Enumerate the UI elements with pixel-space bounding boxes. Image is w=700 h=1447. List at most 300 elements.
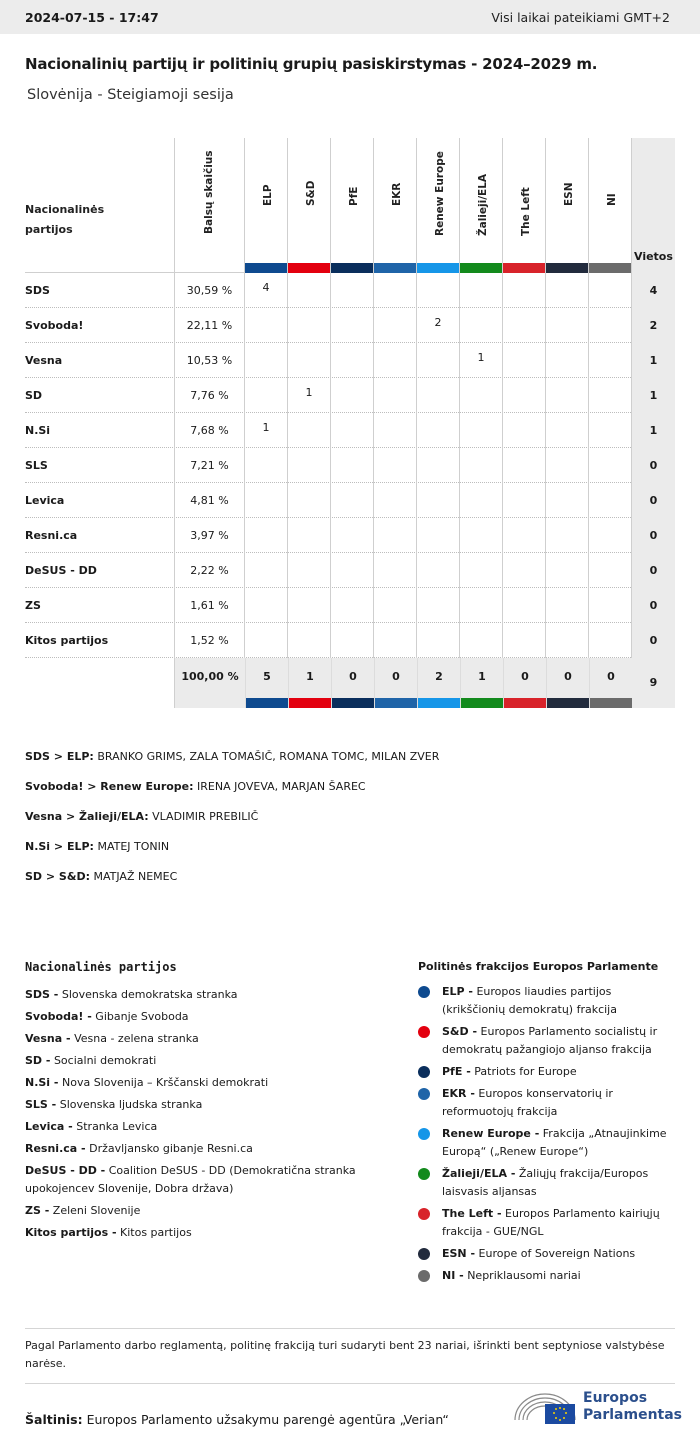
group-col-header (374, 138, 417, 273)
group-color-bar (245, 263, 287, 273)
group-seat-cell (546, 413, 589, 448)
table-row (25, 413, 675, 448)
group-seat-cell (245, 483, 288, 518)
group-seat-cell (546, 308, 589, 343)
legend-party-full: Stranka Levica (76, 1120, 158, 1133)
legend-group-full: Europos liaudies partijos (krikščionių demokratų) frakcija (442, 985, 617, 1016)
ep-logo (513, 1390, 683, 1430)
vote-share: 30,59 % (174, 273, 245, 308)
col-seats-header (632, 138, 675, 273)
total-pct: 100,00 % (174, 658, 245, 708)
group-total-value: 0 (521, 670, 529, 683)
group-seat-cell (417, 343, 460, 378)
party-name: Kitos partijos (25, 634, 109, 647)
group-seat-cell (288, 483, 331, 518)
table-row (25, 378, 675, 413)
member-mapping: Vesna > Žalieji/ELA: (25, 810, 149, 823)
party-name: DeSUS - DD (25, 564, 97, 577)
legend-groups (418, 960, 678, 1289)
logo-line2: Parlamentas (583, 1407, 683, 1423)
source-label: Šaltinis: (25, 1412, 83, 1427)
group-seat-cell (374, 413, 417, 448)
group-seat-cell (331, 588, 374, 623)
group-color-bar (418, 698, 460, 708)
legend-party-abbr: Levica - (25, 1120, 73, 1133)
group-seat-cell (546, 448, 589, 483)
group-seat-cell (460, 553, 503, 588)
group-seat-cell: 1 (288, 378, 331, 413)
legend-party-item (25, 1118, 385, 1136)
member-mapping: SDS > ELP: (25, 750, 94, 763)
member-line (25, 840, 439, 870)
legend-group-item (418, 1085, 678, 1121)
group-color-dot-icon (418, 1066, 430, 1078)
group-seat-cell (460, 448, 503, 483)
group-seat-cell (245, 343, 288, 378)
group-seat-cell (589, 413, 632, 448)
group-seat-cell (589, 483, 632, 518)
vote-share: 22,11 % (174, 308, 245, 343)
group-color-bar (546, 263, 588, 273)
member-line (25, 870, 439, 900)
group-seat-cell (374, 518, 417, 553)
legend-parties (25, 960, 385, 1246)
group-total-cell (503, 658, 546, 708)
legend-group-abbr: ESN - (442, 1247, 476, 1260)
table-row (25, 483, 675, 518)
legend-party-full: Kitos partijos (120, 1226, 192, 1239)
group-color-dot-icon (418, 1026, 430, 1038)
group-color-bar (460, 263, 502, 273)
party-name: SDS (25, 284, 50, 297)
group-seat-cell (589, 518, 632, 553)
group-seat-cell (589, 448, 632, 483)
legend-party-full: Socialni demokrati (53, 1054, 157, 1067)
table-row (25, 588, 675, 623)
group-seat-cell (374, 343, 417, 378)
group-seat-cell (245, 448, 288, 483)
group-seat-cell (417, 273, 460, 308)
group-total-cell (288, 658, 331, 708)
legend-group-item (418, 1023, 678, 1059)
table-header (25, 138, 675, 273)
group-seat-cell (546, 623, 589, 658)
vote-share: 4,81 % (174, 483, 245, 518)
page-subtitle: Slovėnija - Steigiamoji sesija (27, 87, 234, 103)
table-row (25, 448, 675, 483)
group-color-dot-icon (418, 1168, 430, 1180)
group-col-header (331, 138, 374, 273)
seat-count: 1 (632, 343, 675, 378)
group-total-value: 5 (263, 670, 271, 683)
group-seat-cell (374, 378, 417, 413)
group-total-cell (245, 658, 288, 708)
group-seat-cell (245, 623, 288, 658)
parliament-hemicycle-icon (513, 1390, 577, 1426)
top-bar (0, 0, 700, 34)
source-text: Europos Parlamento užsakymu parengė agentūra „Verian“ (86, 1412, 449, 1427)
group-seat-cell (331, 623, 374, 658)
group-col-header (589, 138, 632, 273)
group-seat-cell (331, 413, 374, 448)
group-seat-cell (288, 273, 331, 308)
totals-row (25, 658, 675, 708)
group-seat-cell: 1 (245, 413, 288, 448)
group-seat-cell (460, 483, 503, 518)
table-row (25, 343, 675, 378)
group-seat-cell (546, 553, 589, 588)
group-seat-cell (331, 378, 374, 413)
group-total-cell (589, 658, 632, 708)
group-seat-cell (288, 343, 331, 378)
group-col-header (245, 138, 288, 273)
member-names: MATEJ TONIN (97, 840, 170, 853)
group-seat-cell (589, 378, 632, 413)
vote-share: 7,76 % (174, 378, 245, 413)
group-label: NI (606, 193, 618, 206)
legend-parties-title: Nacionalinės partijos (25, 960, 177, 974)
group-seat-cell (288, 553, 331, 588)
member-names: MATJAŽ NEMEC (93, 870, 178, 883)
group-seat-cell (331, 308, 374, 343)
group-color-dot-icon (418, 1208, 430, 1220)
group-col-header (503, 138, 546, 273)
legend-group-item (418, 983, 678, 1019)
group-seat-cell (288, 448, 331, 483)
group-seat-cell (503, 308, 546, 343)
legend-group-abbr: NI - (442, 1269, 464, 1282)
party-name: Resni.ca (25, 529, 78, 542)
vote-share: 10,53 % (174, 343, 245, 378)
party-name: Svoboda! (25, 319, 84, 332)
group-total-cell (546, 658, 589, 708)
group-total-value: 0 (392, 670, 400, 683)
legend-group-full: Europos Parlamento kairiųjų frakcija - GUE/NGL (442, 1207, 660, 1238)
member-names: IRENA JOVEVA, MARJAN ŠAREC (197, 780, 366, 793)
legend-party-full: Slovenska ljudska stranka (59, 1098, 203, 1111)
group-seat-cell (245, 518, 288, 553)
group-seat-cell (546, 273, 589, 308)
group-seat-cell (589, 343, 632, 378)
legend-group-full: Europe of Sovereign Nations (478, 1247, 636, 1260)
group-seat-cell (589, 623, 632, 658)
group-seat-cell (546, 588, 589, 623)
group-seat-cell (503, 588, 546, 623)
group-seat-cell (417, 518, 460, 553)
group-seat-cell (546, 483, 589, 518)
seat-count: 4 (632, 273, 675, 308)
vote-share: 3,97 % (174, 518, 245, 553)
page-title: Nacionalinių partijų ir politinių grupių pasiskirstymas - 2024–2029 m. (25, 55, 598, 73)
group-seat-cell (589, 308, 632, 343)
group-seat-cell (417, 378, 460, 413)
group-color-dot-icon (418, 986, 430, 998)
legend-party-abbr: DeSUS - DD - (25, 1164, 106, 1177)
group-color-bar (332, 698, 374, 708)
legend-group-item (418, 1165, 678, 1201)
datetime: 2024-07-15 - 17:47 (25, 9, 159, 25)
party-name: N.Si (25, 424, 51, 437)
timezone-note: Visi laikai pateikiami GMT+2 (491, 9, 670, 25)
legend-group-full: Europos Parlamento socialistų ir demokratų pažangiojo aljanso frakcija (442, 1025, 658, 1056)
group-seat-cell (331, 343, 374, 378)
vote-share: 2,22 % (174, 553, 245, 588)
table-row (25, 553, 675, 588)
group-color-bar (288, 263, 330, 273)
group-seat-cell (503, 378, 546, 413)
group-seat-cell (589, 588, 632, 623)
distribution-table (25, 138, 675, 708)
group-seat-cell (460, 273, 503, 308)
group-seat-cell (288, 623, 331, 658)
group-seat-cell: 1 (460, 343, 503, 378)
group-seat-cell (374, 623, 417, 658)
group-seat-cell (460, 308, 503, 343)
member-line (25, 780, 439, 810)
group-seat-cell (460, 518, 503, 553)
legend-group-full: Patriots for Europe (474, 1065, 577, 1078)
party-name: Vesna (25, 354, 63, 367)
legend-group-abbr: ELP - (442, 985, 473, 998)
legend-party-item (25, 1008, 385, 1026)
legend-party-full: Nova Slovenija – Krščanski demokrati (61, 1076, 269, 1089)
member-names: BRANKO GRIMS, ZALA TOMAŠIČ, ROMANA TOMC, MILAN ZVER (97, 750, 440, 763)
group-seat-cell (460, 378, 503, 413)
group-color-bar (589, 263, 631, 273)
col-party-header: Nacionalinės partijos (25, 203, 105, 236)
group-seat-cell (503, 413, 546, 448)
group-color-bar (374, 263, 416, 273)
legend-group-item (418, 1125, 678, 1161)
member-mapping: Svoboda! > Renew Europe: (25, 780, 194, 793)
group-seat-cell (503, 518, 546, 553)
legend-party-full: Zeleni Slovenije (52, 1204, 141, 1217)
group-color-bar (375, 698, 417, 708)
group-color-bar (504, 698, 546, 708)
group-label: ESN (563, 182, 575, 206)
group-seat-cell: 4 (245, 273, 288, 308)
member-line (25, 810, 439, 840)
legend-group-full: Frakcija „Atnaujinkime Europą“ („Renew Europe“) (442, 1127, 667, 1158)
group-label: ELP (262, 184, 274, 206)
legend-party-abbr: Vesna - (25, 1032, 71, 1045)
group-label: EKR (391, 182, 403, 206)
vote-share: 1,61 % (174, 588, 245, 623)
legend-group-abbr: S&D - (442, 1025, 478, 1038)
legend-group-abbr: Renew Europe - (442, 1127, 540, 1140)
col-votes-label: Balsų skaičius (203, 150, 215, 234)
col-seats-label: Vietos (634, 250, 673, 263)
group-seat-cell (288, 518, 331, 553)
table-row (25, 623, 675, 658)
group-col-header (288, 138, 331, 273)
legend-party-abbr: Resni.ca - (25, 1142, 86, 1155)
group-seat-cell (417, 448, 460, 483)
legend-party-abbr: Svoboda! - (25, 1010, 92, 1023)
legend-group-abbr: Žalieji/ELA - (442, 1167, 516, 1180)
legend-group-item (418, 1063, 678, 1081)
party-name: ZS (25, 599, 41, 612)
group-total-value: 1 (478, 670, 486, 683)
legend-party-abbr: ZS - (25, 1204, 50, 1217)
legend-party-full: Vesna - zelena stranka (74, 1032, 199, 1045)
party-name: SLS (25, 459, 48, 472)
col-votes-header (174, 138, 245, 273)
group-seat-cell (374, 588, 417, 623)
legend-party-abbr: Kitos partijos - (25, 1226, 117, 1239)
group-seat-cell (503, 343, 546, 378)
group-seat-cell (245, 308, 288, 343)
group-seat-cell (503, 623, 546, 658)
logo-text (583, 1390, 682, 1424)
legend-party-abbr: SDS - (25, 988, 59, 1001)
legend-party-item (25, 1162, 385, 1198)
legend-group-abbr: PfE - (442, 1065, 471, 1078)
legend-party-item (25, 1140, 385, 1158)
group-seat-cell (374, 553, 417, 588)
member-mapping: N.Si > ELP: (25, 840, 94, 853)
group-seat-cell (374, 483, 417, 518)
legend-party-item (25, 1030, 385, 1048)
group-color-dot-icon (418, 1248, 430, 1260)
source-line (25, 1412, 449, 1427)
legend-party-item (25, 1224, 385, 1242)
rules-note: Pagal Parlamento darbo reglamentą, politinę frakciją turi sudaryti bent 23 nariai, išrinkti bent septyniose valstybėse narėse. (25, 1328, 675, 1384)
group-label: S&D (305, 180, 317, 206)
group-color-bar (590, 698, 632, 708)
legend-group-full: Žaliųjų frakcija/Europos laisvasis aljansas (442, 1167, 649, 1198)
group-col-header (546, 138, 589, 273)
group-label: PfE (348, 186, 360, 206)
group-total-value: 1 (306, 670, 314, 683)
legend-party-item (25, 1052, 385, 1070)
group-col-header (460, 138, 503, 273)
group-seat-cell (331, 448, 374, 483)
table-row (25, 308, 675, 343)
group-seat-cell (503, 483, 546, 518)
member-names: VLADIMIR PREBILIČ (152, 810, 259, 823)
legend-party-item (25, 1074, 385, 1092)
total-seats: 9 (632, 658, 675, 708)
legend-party-abbr: SD - (25, 1054, 51, 1067)
group-seat-cell (417, 553, 460, 588)
seat-count: 0 (632, 483, 675, 518)
seat-count: 1 (632, 378, 675, 413)
group-color-dot-icon (418, 1088, 430, 1100)
group-seat-cell (288, 588, 331, 623)
legend-group-item (418, 1205, 678, 1241)
members-list (25, 750, 439, 900)
group-seat-cell (546, 343, 589, 378)
group-total-cell (417, 658, 460, 708)
group-total-value: 0 (607, 670, 615, 683)
group-label: Žalieji/ELA (477, 173, 489, 236)
seat-count: 0 (632, 518, 675, 553)
legend-group-abbr: The Left - (442, 1207, 502, 1220)
group-seat-cell (417, 413, 460, 448)
group-seat-cell (417, 623, 460, 658)
group-seat-cell (460, 588, 503, 623)
group-color-bar (289, 698, 331, 708)
seat-count: 0 (632, 588, 675, 623)
group-color-dot-icon (418, 1128, 430, 1140)
group-total-cell (374, 658, 417, 708)
legend-party-full: Slovenska demokratska stranka (61, 988, 238, 1001)
group-color-bar (331, 263, 373, 273)
vote-share: 7,21 % (174, 448, 245, 483)
group-seat-cell: 2 (417, 308, 460, 343)
seat-count: 1 (632, 413, 675, 448)
legend-group-item (418, 1267, 678, 1285)
group-total-cell (331, 658, 374, 708)
group-color-dot-icon (418, 1270, 430, 1282)
legend-party-full: Coalition DeSUS - DD (Demokratična stranka upokojencev Slovenije, Dobra država) (25, 1164, 356, 1195)
legend-party-item (25, 1202, 385, 1220)
group-seat-cell (503, 553, 546, 588)
vote-share: 7,68 % (174, 413, 245, 448)
group-color-bar (246, 698, 288, 708)
group-seat-cell (460, 623, 503, 658)
group-seat-cell (374, 273, 417, 308)
group-color-bar (417, 263, 459, 273)
seat-count: 0 (632, 623, 675, 658)
group-seat-cell (589, 273, 632, 308)
seat-count: 2 (632, 308, 675, 343)
group-col-header (417, 138, 460, 273)
group-total-value: 2 (435, 670, 443, 683)
group-seat-cell (546, 518, 589, 553)
group-seat-cell (331, 273, 374, 308)
member-mapping: SD > S&D: (25, 870, 90, 883)
group-seat-cell (503, 273, 546, 308)
legend-party-item (25, 986, 385, 1004)
table-row (25, 518, 675, 553)
group-seat-cell (589, 553, 632, 588)
legend-group-item (418, 1245, 678, 1263)
group-seat-cell (288, 413, 331, 448)
seat-count: 0 (632, 553, 675, 588)
table-row (25, 273, 675, 308)
group-color-bar (503, 263, 545, 273)
group-seat-cell (245, 588, 288, 623)
logo-line1: Europos (583, 1390, 648, 1406)
group-seat-cell (331, 483, 374, 518)
legend-party-abbr: SLS - (25, 1098, 57, 1111)
legend-group-abbr: EKR - (442, 1087, 475, 1100)
group-seat-cell (245, 553, 288, 588)
party-name: SD (25, 389, 43, 402)
group-seat-cell (546, 378, 589, 413)
member-line (25, 750, 439, 780)
group-total-cell (460, 658, 503, 708)
group-seat-cell (331, 518, 374, 553)
vote-share: 1,52 % (174, 623, 245, 658)
legend-party-full: Gibanje Svoboda (95, 1010, 189, 1023)
group-seat-cell (417, 483, 460, 518)
group-seat-cell (245, 378, 288, 413)
group-seat-cell (288, 308, 331, 343)
legend-party-full: Državljansko gibanje Resni.ca (89, 1142, 253, 1155)
legend-group-full: Nepriklausomi nariai (467, 1269, 581, 1282)
group-seat-cell (417, 588, 460, 623)
group-seat-cell (331, 553, 374, 588)
seat-count: 0 (632, 448, 675, 483)
group-color-bar (461, 698, 503, 708)
group-seat-cell (374, 448, 417, 483)
group-total-value: 0 (564, 670, 572, 683)
group-seat-cell (460, 413, 503, 448)
group-seat-cell (374, 308, 417, 343)
